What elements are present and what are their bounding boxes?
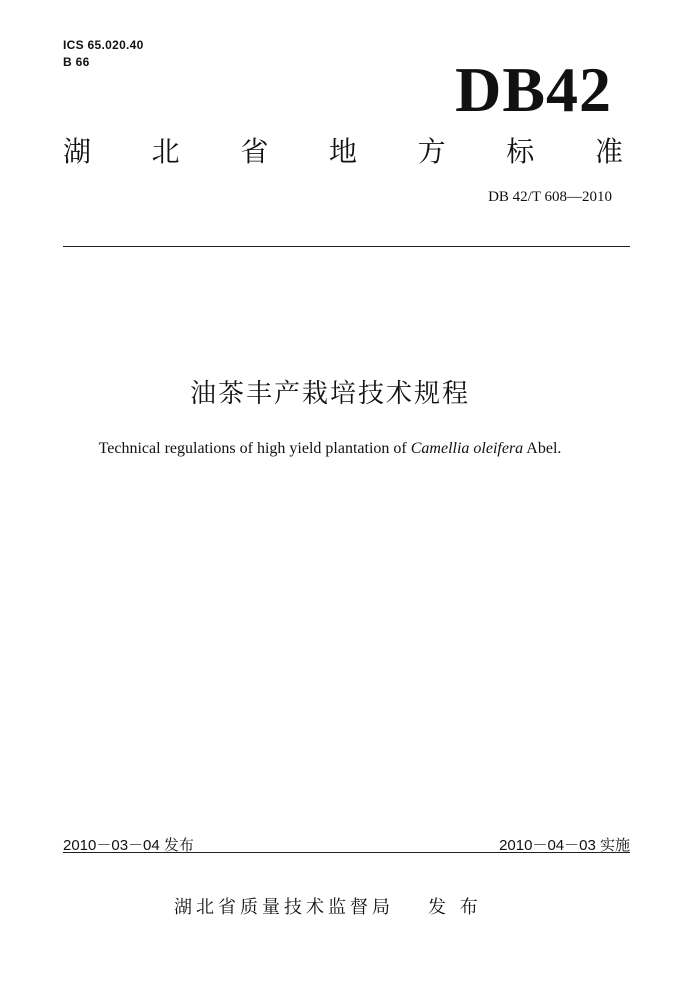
standard-type-char: 北 [151, 135, 180, 168]
publisher-name: 湖北省质量技术监督局 [174, 897, 394, 918]
top-divider [63, 246, 630, 247]
bottom-divider [63, 852, 630, 853]
standard-type-char: 地 [328, 135, 357, 168]
title-english-suffix: Abel. [523, 440, 562, 457]
implementation-date: 2010－04－03 实施 [499, 837, 630, 854]
title-english-species: Camellia oleifera [410, 440, 524, 457]
title-english [0, 440, 660, 458]
publisher-action: 发 布 [428, 897, 482, 918]
classification-codes [63, 37, 144, 71]
standard-type-char: 方 [417, 135, 446, 168]
standard-type-char: 省 [240, 135, 269, 168]
db42-logo: DB42 [455, 54, 612, 125]
standard-type-char: 标 [506, 135, 535, 168]
ics-code: ICS 65.020.40 [63, 38, 144, 52]
ccs-code: B 66 [63, 55, 90, 69]
standard-number: DB 42/T 608—2010 [488, 189, 612, 205]
standard-type-char: 准 [594, 135, 623, 168]
standard-type-char: 湖 [63, 135, 92, 168]
title-english-prefix: Technical regulations of high yield plantation of [98, 440, 411, 457]
issue-date: 2010－03－04 发布 [63, 837, 194, 854]
standard-type-heading [63, 132, 623, 172]
title-chinese: 油茶丰产栽培技术规程 [189, 379, 470, 409]
publisher-row [174, 893, 482, 919]
